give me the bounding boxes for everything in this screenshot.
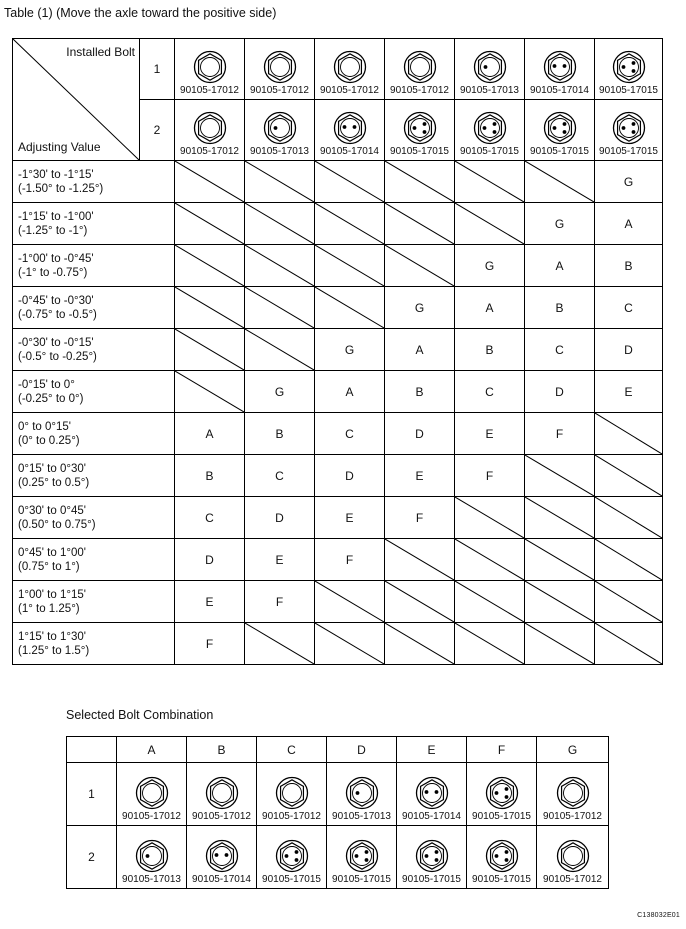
bolt-part-number: 90105-17015: [530, 146, 589, 157]
adjusting-value-degrees: 1°15' to 1°30': [18, 630, 86, 643]
adjustment-row: [13, 161, 663, 203]
bolt-cell: [537, 763, 609, 826]
bolt-head-icon: [612, 111, 646, 145]
bolt-part-number: 90105-17012: [262, 811, 321, 822]
bolt-part-number: 90105-17015: [599, 85, 658, 96]
adjusting-value-decimal: (-0.25° to 0°): [18, 392, 84, 405]
adjustment-row: [13, 455, 663, 497]
combination-column-header: E: [397, 737, 467, 763]
installed-bolt-label: Installed Bolt: [66, 45, 135, 59]
not-applicable-slash: [595, 581, 662, 622]
adjusting-value-degrees: 1°00' to 1°15': [18, 588, 86, 601]
bolt-head-icon: [333, 50, 367, 84]
adjusting-value-cell: [13, 497, 175, 539]
combination-letter: F: [385, 497, 455, 539]
not-applicable-cell: [175, 329, 245, 371]
adjusting-value-label: Adjusting Value: [18, 140, 101, 154]
blank-corner: [67, 737, 117, 763]
not-applicable-cell: [315, 287, 385, 329]
not-applicable-cell: [315, 161, 385, 203]
combination-letter: B: [595, 245, 663, 287]
bolt-position-number: 2: [67, 826, 117, 889]
combination-letter: C: [525, 329, 595, 371]
bolt-cell: [315, 39, 385, 100]
not-applicable-slash: [175, 245, 244, 286]
not-applicable-cell: [315, 203, 385, 245]
bolt-head-icon: [473, 50, 507, 84]
bolt-part-number: 90105-17012: [250, 85, 309, 96]
adjustment-row: [13, 287, 663, 329]
not-applicable-slash: [245, 203, 314, 244]
adjustment-row: [13, 371, 663, 413]
not-applicable-slash: [315, 623, 384, 664]
combination-letter: B: [525, 287, 595, 329]
adjusting-value-decimal: (-0.75° to -0.5°): [18, 308, 97, 321]
combination-letter: A: [455, 287, 525, 329]
combination-column-header: G: [537, 737, 609, 763]
not-applicable-slash: [315, 287, 384, 328]
combination-letter: F: [315, 539, 385, 581]
bolt-head-icon: [275, 776, 309, 810]
table-title: Table (1) (Move the axle toward the positive side): [4, 6, 277, 20]
not-applicable-slash: [175, 371, 244, 412]
adjusting-value-degrees: -1°15' to -1°00': [18, 210, 94, 223]
not-applicable-slash: [525, 497, 594, 538]
not-applicable-slash: [525, 455, 594, 496]
combination-letter: G: [245, 371, 315, 413]
not-applicable-slash: [175, 287, 244, 328]
not-applicable-cell: [385, 623, 455, 665]
not-applicable-slash: [175, 161, 244, 202]
bolt-head-icon: [415, 776, 449, 810]
adjusting-value-decimal: (1° to 1.25°): [18, 602, 80, 615]
combination-letter: B: [245, 413, 315, 455]
not-applicable-slash: [385, 539, 454, 580]
not-applicable-cell: [315, 245, 385, 287]
bolt-head-icon: [135, 839, 169, 873]
bolt-head-icon: [345, 839, 379, 873]
bolt-head-icon: [415, 839, 449, 873]
adjusting-value-decimal: (0.50° to 0.75°): [18, 518, 96, 531]
combination-letter: G: [315, 329, 385, 371]
adjustment-row: [13, 203, 663, 245]
not-applicable-cell: [595, 413, 663, 455]
combination-letter: C: [315, 413, 385, 455]
combination-letter: C: [595, 287, 663, 329]
combination-letter: D: [525, 371, 595, 413]
bolt-part-number: 90105-17013: [250, 146, 309, 157]
bolt-cell: [595, 39, 663, 100]
combination-letter: D: [245, 497, 315, 539]
bolt-cell: [385, 100, 455, 161]
not-applicable-cell: [455, 203, 525, 245]
bolt-head-icon: [485, 839, 519, 873]
not-applicable-slash: [315, 203, 384, 244]
not-applicable-slash: [455, 497, 524, 538]
bolt-cell: [525, 39, 595, 100]
not-applicable-slash: [455, 623, 524, 664]
combination-column-header: B: [187, 737, 257, 763]
not-applicable-slash: [245, 329, 314, 370]
bolt-head-icon: [135, 776, 169, 810]
adjusting-value-cell: [13, 581, 175, 623]
combination-letter: G: [595, 161, 663, 203]
bolt-head-icon: [556, 776, 590, 810]
bolt-head-icon: [543, 111, 577, 145]
bolt-part-number: 90105-17015: [472, 811, 531, 822]
adjustment-row: [13, 497, 663, 539]
not-applicable-cell: [595, 539, 663, 581]
not-applicable-slash: [525, 581, 594, 622]
not-applicable-cell: [595, 581, 663, 623]
bolt-head-icon: [205, 839, 239, 873]
not-applicable-cell: [315, 581, 385, 623]
bolt-part-number: 90105-17015: [472, 874, 531, 885]
adjusting-value-cell: [13, 245, 175, 287]
not-applicable-cell: [455, 539, 525, 581]
combination-row: [67, 763, 609, 826]
bolt-part-number: 90105-17014: [402, 811, 461, 822]
bolt-cell: [175, 39, 245, 100]
combination-letter: F: [175, 623, 245, 665]
combination-letter: D: [595, 329, 663, 371]
not-applicable-slash: [525, 161, 594, 202]
combination-letter: D: [385, 413, 455, 455]
bolt-part-number: 90105-17015: [390, 146, 449, 157]
combination-row: [67, 826, 609, 889]
not-applicable-slash: [315, 245, 384, 286]
bolt-head-icon: [403, 111, 437, 145]
bolt-head-icon: [403, 50, 437, 84]
bolt-cell: [467, 826, 537, 889]
not-applicable-slash: [175, 329, 244, 370]
combination-letter: G: [455, 245, 525, 287]
adjusting-value-cell: [13, 455, 175, 497]
bolt-cell: [397, 763, 467, 826]
adjusting-value-cell: [13, 413, 175, 455]
adjusting-value-cell: [13, 203, 175, 245]
adjusting-value-degrees: 0°15' to 0°30': [18, 462, 86, 475]
bolt-part-number: 90105-17012: [543, 811, 602, 822]
combination-letter: C: [175, 497, 245, 539]
not-applicable-slash: [525, 539, 594, 580]
bolt-part-number: 90105-17015: [262, 874, 321, 885]
not-applicable-slash: [455, 161, 524, 202]
not-applicable-cell: [175, 371, 245, 413]
not-applicable-cell: [175, 203, 245, 245]
combination-letter: D: [175, 539, 245, 581]
adjusting-value-degrees: -0°45' to -0°30': [18, 294, 94, 307]
adjustment-row: [13, 329, 663, 371]
not-applicable-slash: [595, 497, 662, 538]
not-applicable-cell: [175, 245, 245, 287]
not-applicable-slash: [595, 623, 662, 664]
not-applicable-slash: [385, 581, 454, 622]
not-applicable-cell: [595, 623, 663, 665]
bolt-cell: [187, 826, 257, 889]
combination-letter: A: [525, 245, 595, 287]
bolt-part-number: 90105-17015: [599, 146, 658, 157]
not-applicable-slash: [595, 413, 662, 454]
combination-letter: E: [175, 581, 245, 623]
adjustment-row: [13, 539, 663, 581]
adjusting-value-decimal: (-1.50° to -1.25°): [18, 182, 104, 195]
not-applicable-cell: [175, 287, 245, 329]
bolt-head-icon: [263, 50, 297, 84]
bolt-cell: [385, 39, 455, 100]
header-corner: [13, 39, 140, 161]
combination-letter: E: [245, 539, 315, 581]
combination-letter: E: [385, 455, 455, 497]
adjusting-value-degrees: 0°45' to 1°00': [18, 546, 86, 559]
not-applicable-slash: [525, 623, 594, 664]
bolt-cell: [175, 100, 245, 161]
not-applicable-cell: [385, 203, 455, 245]
not-applicable-cell: [315, 623, 385, 665]
figure-code: C138032E01: [637, 912, 680, 919]
not-applicable-cell: [525, 539, 595, 581]
not-applicable-cell: [245, 623, 315, 665]
bolt-cell: [327, 763, 397, 826]
bolt-head-icon: [275, 839, 309, 873]
bolt-position-number: 2: [140, 100, 175, 161]
not-applicable-cell: [525, 581, 595, 623]
bolt-cell: [187, 763, 257, 826]
not-applicable-slash: [385, 203, 454, 244]
bolt-cell: [257, 826, 327, 889]
not-applicable-cell: [525, 161, 595, 203]
adjusting-value-decimal: (-0.5° to -0.25°): [18, 350, 97, 363]
bolt-part-number: 90105-17012: [180, 85, 239, 96]
bolt-part-number: 90105-17012: [192, 811, 251, 822]
combination-letter: B: [175, 455, 245, 497]
combination-column-header: F: [467, 737, 537, 763]
not-applicable-cell: [595, 455, 663, 497]
not-applicable-cell: [455, 497, 525, 539]
bolt-part-number: 90105-17014: [320, 146, 379, 157]
bolt-cell: [257, 763, 327, 826]
bolt-head-icon: [333, 111, 367, 145]
combination-letter: G: [385, 287, 455, 329]
not-applicable-cell: [595, 497, 663, 539]
not-applicable-cell: [525, 497, 595, 539]
bolt-part-number: 90105-17015: [332, 874, 391, 885]
combination-letter: A: [315, 371, 385, 413]
not-applicable-cell: [175, 161, 245, 203]
not-applicable-slash: [245, 287, 314, 328]
adjusting-value-decimal: (0° to 0.25°): [18, 434, 80, 447]
combination-letter: C: [455, 371, 525, 413]
adjustment-row: [13, 413, 663, 455]
bolt-head-icon: [345, 776, 379, 810]
bolt-head-icon: [193, 111, 227, 145]
bolt-part-number: 90105-17015: [460, 146, 519, 157]
bolt-cell: [117, 763, 187, 826]
bolt-cell: [315, 100, 385, 161]
bolt-part-number: 90105-17014: [530, 85, 589, 96]
not-applicable-slash: [455, 203, 524, 244]
combination-column-header: C: [257, 737, 327, 763]
bolt-part-number: 90105-17012: [543, 874, 602, 885]
adjusting-value-decimal: (0.75° to 1°): [18, 560, 80, 573]
bolt-cell: [327, 826, 397, 889]
adjustment-row: [13, 623, 663, 665]
not-applicable-slash: [455, 581, 524, 622]
bolt-part-number: 90105-17013: [122, 874, 181, 885]
not-applicable-cell: [385, 245, 455, 287]
combination-letter: G: [525, 203, 595, 245]
combination-letter: A: [595, 203, 663, 245]
not-applicable-cell: [525, 623, 595, 665]
not-applicable-slash: [455, 539, 524, 580]
selected-combination-title: Selected Bolt Combination: [66, 708, 214, 722]
adjusting-value-cell: [13, 371, 175, 413]
bolt-cell: [397, 826, 467, 889]
combination-letter: A: [175, 413, 245, 455]
not-applicable-cell: [245, 203, 315, 245]
adjusting-value-degrees: 0°30' to 0°45': [18, 504, 86, 517]
bolt-head-icon: [205, 776, 239, 810]
bolt-position-number: 1: [67, 763, 117, 826]
not-applicable-slash: [385, 245, 454, 286]
bolt-part-number: 90105-17013: [332, 811, 391, 822]
bolt-cell: [455, 39, 525, 100]
not-applicable-cell: [245, 329, 315, 371]
not-applicable-slash: [595, 455, 662, 496]
adjusting-value-cell: [13, 623, 175, 665]
bolt-cell: [455, 100, 525, 161]
combination-letter: B: [455, 329, 525, 371]
adjusting-value-degrees: 0° to 0°15': [18, 420, 71, 433]
bolt-head-icon: [193, 50, 227, 84]
selected-bolt-table: [66, 736, 609, 889]
adjustment-row: [13, 581, 663, 623]
bolt-cell: [117, 826, 187, 889]
not-applicable-cell: [385, 539, 455, 581]
bolt-head-icon: [485, 776, 519, 810]
combination-letter: E: [595, 371, 663, 413]
adjustment-table: [12, 38, 663, 665]
adjusting-value-degrees: -0°15' to 0°: [18, 378, 75, 391]
adjusting-value-cell: [13, 287, 175, 329]
bolt-part-number: 90105-17012: [122, 811, 181, 822]
not-applicable-slash: [245, 623, 314, 664]
adjusting-value-decimal: (0.25° to 0.5°): [18, 476, 90, 489]
bolt-part-number: 90105-17012: [180, 146, 239, 157]
bolt-part-number: 90105-17012: [390, 85, 449, 96]
bolt-head-icon: [556, 839, 590, 873]
combination-letter: A: [385, 329, 455, 371]
combination-column-header: D: [327, 737, 397, 763]
not-applicable-cell: [245, 161, 315, 203]
bolt-cell: [537, 826, 609, 889]
combination-letter: E: [315, 497, 385, 539]
bolt-cell: [525, 100, 595, 161]
not-applicable-slash: [315, 161, 384, 202]
bolt-cell: [245, 39, 315, 100]
not-applicable-cell: [455, 581, 525, 623]
bolt-part-number: 90105-17012: [320, 85, 379, 96]
adjusting-value-decimal: (-1.25° to -1°): [18, 224, 88, 237]
bolt-cell: [245, 100, 315, 161]
bolt-head-icon: [473, 111, 507, 145]
installed-bolt-row: [13, 39, 663, 100]
bolt-cell: [467, 763, 537, 826]
adjusting-value-cell: [13, 539, 175, 581]
bolt-position-number: 1: [140, 39, 175, 100]
adjusting-value-cell: [13, 329, 175, 371]
combination-letter: F: [525, 413, 595, 455]
adjusting-value-decimal: (-1° to -0.75°): [18, 266, 88, 279]
combination-letter: F: [245, 581, 315, 623]
bolt-part-number: 90105-17013: [460, 85, 519, 96]
adjusting-value-degrees: -1°00' to -0°45': [18, 252, 94, 265]
bolt-head-icon: [612, 50, 646, 84]
adjusting-value-degrees: -1°30' to -1°15': [18, 168, 94, 181]
not-applicable-slash: [245, 245, 314, 286]
adjustment-row: [13, 245, 663, 287]
not-applicable-cell: [455, 623, 525, 665]
combination-column-header: A: [117, 737, 187, 763]
not-applicable-cell: [245, 245, 315, 287]
not-applicable-cell: [525, 455, 595, 497]
combination-header-row: [67, 737, 609, 763]
combination-letter: B: [385, 371, 455, 413]
adjusting-value-cell: [13, 161, 175, 203]
not-applicable-cell: [385, 161, 455, 203]
not-applicable-slash: [315, 581, 384, 622]
not-applicable-slash: [385, 623, 454, 664]
not-applicable-cell: [385, 581, 455, 623]
combination-letter: D: [315, 455, 385, 497]
not-applicable-cell: [245, 287, 315, 329]
bolt-part-number: 90105-17014: [192, 874, 251, 885]
bolt-cell: [595, 100, 663, 161]
adjusting-value-decimal: (1.25° to 1.5°): [18, 644, 90, 657]
combination-letter: C: [245, 455, 315, 497]
not-applicable-slash: [595, 539, 662, 580]
bolt-part-number: 90105-17015: [402, 874, 461, 885]
bolt-head-icon: [263, 111, 297, 145]
not-applicable-slash: [175, 203, 244, 244]
not-applicable-cell: [455, 161, 525, 203]
not-applicable-slash: [245, 161, 314, 202]
combination-letter: F: [455, 455, 525, 497]
bolt-head-icon: [543, 50, 577, 84]
not-applicable-slash: [385, 161, 454, 202]
adjusting-value-degrees: -0°30' to -0°15': [18, 336, 94, 349]
combination-letter: E: [455, 413, 525, 455]
